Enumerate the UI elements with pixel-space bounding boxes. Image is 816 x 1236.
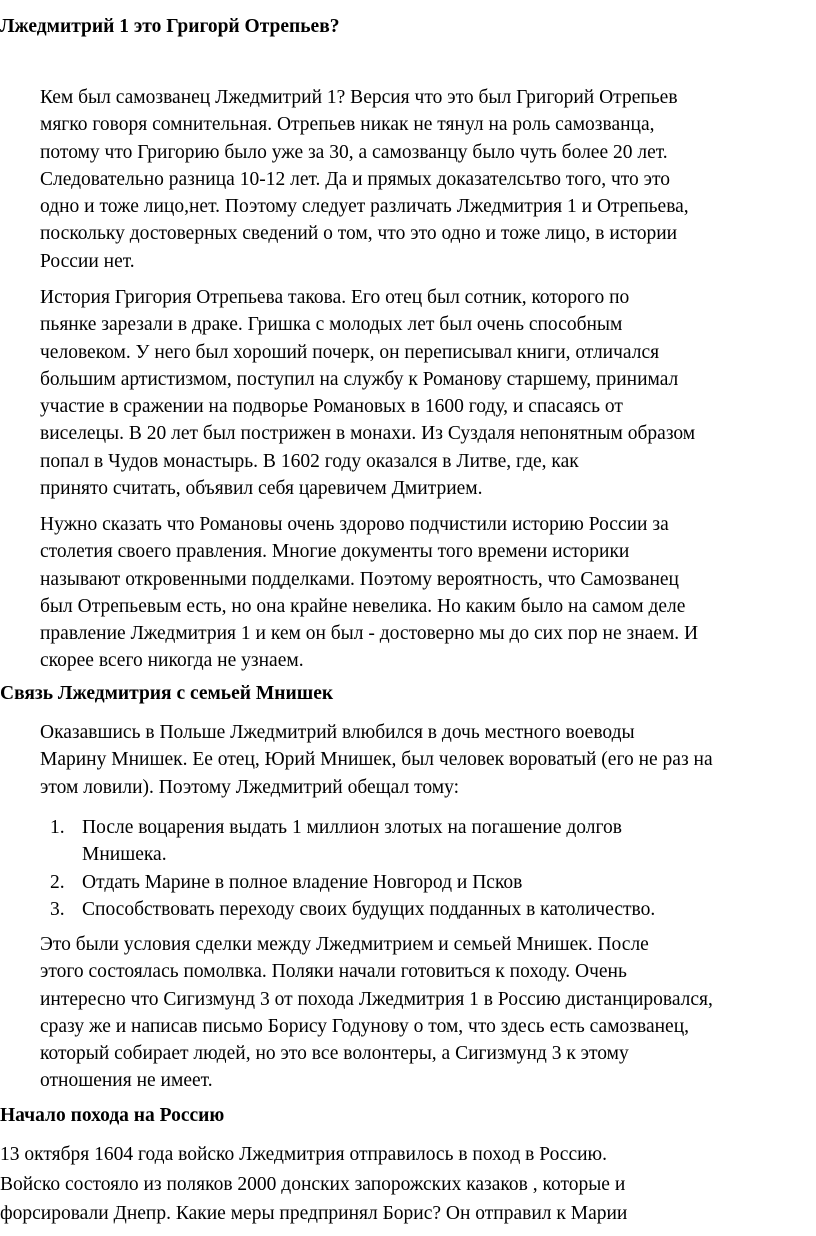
text-line: называют откровенными подделками. Поэтому вероятность, что Самозванец xyxy=(40,568,679,590)
list-number: 1. xyxy=(50,817,65,838)
text-line: большим артистизмом, поступил на службу к Романову старшему, принимал xyxy=(40,368,679,390)
text-line: Кем был самозванец Лжедмитрий 1? Версия что это был Григорий Отрепьев xyxy=(40,87,678,108)
paragraph-3 xyxy=(0,511,812,675)
text-line: отношения не имеет. xyxy=(40,1070,213,1092)
text-line: сразу же и написав письмо Борису Годунову о том, что здесь есть самозванец, xyxy=(40,1015,690,1037)
text-line: виселецы. В 20 лет был пострижен в монахи. Из Суздаля непонятным образом xyxy=(40,423,696,445)
text-line: Следовательно разница 10-12 лет. Да и прямых доказателсьтво того, что это xyxy=(40,168,671,190)
text-line: форсировали Днепр. Какие меры предпринял Борис? Он отправил к Марии xyxy=(0,1203,628,1224)
text-line: пьянке зарезали в драке. Гришка с молодых лет был очень способным xyxy=(40,314,623,336)
text-line: Это были условия сделки между Лжедмитрием и семьей Мнишек. После xyxy=(40,934,649,955)
text-line: попал в Чудов монастырь. В 1602 году оказался в Литве, где, как xyxy=(40,450,579,472)
section-heading-campaign: Начало похода на Россию xyxy=(0,1105,225,1126)
text-line: России нет. xyxy=(40,250,135,272)
list-item xyxy=(0,814,812,869)
text-line: История Григория Отрепьева такова. Его отец был сотник, которого по xyxy=(40,287,630,308)
paragraph-5 xyxy=(0,931,812,1095)
text-line: столетия своего правления. Многие документы того времени историки xyxy=(40,541,630,563)
paragraph-1 xyxy=(0,84,812,275)
text-line: интересно что Сигизмунд 3 от похода Лжедмитрия 1 в Россию дистанцировался, xyxy=(40,988,713,1010)
text-line: потому что Григорию было уже за 30, а самозванцу было чуть более 20 лет. xyxy=(40,141,668,163)
text-line: этом ловили). Поэтому Лжедмитрий обещал тому: xyxy=(40,776,460,798)
paragraph-5-text xyxy=(0,931,812,1095)
text-line: был Отрепьевым есть, но она крайне невелика. Но каким было на самом деле xyxy=(40,595,686,617)
text-line: поскольку достоверных сведений о том, что это одно и тоже лицо, в истории xyxy=(40,223,678,245)
list-number: 3. xyxy=(50,898,65,920)
paragraph-2 xyxy=(0,284,812,502)
text-line: принято считать, объявил себя царевичем Дмитрием. xyxy=(40,478,483,500)
text-line: Оказавшись в Польше Лжедмитрий влюбился в дочь местного воеводы xyxy=(40,722,635,743)
list-item-text: После воцарения выдать 1 миллион злотых на погашение долгов xyxy=(82,817,622,838)
section-heading-mnishek: Связь Лжедмитрия с семьей Мнишек xyxy=(0,683,334,704)
page-title: Лжедмитрий 1 это Григорй Отрепьев? xyxy=(0,16,340,37)
paragraph-6-text xyxy=(0,1140,812,1229)
paragraph-1-text xyxy=(0,84,812,275)
list-item-text: Отдать Марине в полное владение Новгород и Псков xyxy=(82,871,523,893)
paragraph-6 xyxy=(0,1140,812,1229)
text-line: Войско состояло из поляков 2000 донских запорожских казаков , которые и xyxy=(0,1173,626,1195)
text-line: который собирает людей, но это все волонтеры, а Сигизмунд 3 к этому xyxy=(40,1043,629,1065)
paragraph-4-text xyxy=(0,719,812,801)
paragraph-2-text xyxy=(0,284,812,502)
numbered-list xyxy=(0,814,812,923)
text-line: 13 октября 1604 года войско Лжедмитрия отправилось в поход в Россию. xyxy=(0,1144,607,1165)
text-line: участие в сражении на подворье Романовых в 1600 году, и спасаясь от xyxy=(40,396,623,418)
paragraph-4 xyxy=(0,719,812,801)
list-item xyxy=(0,896,812,923)
list-item-text: Способствовать переходу своих будущих подданных в католичество. xyxy=(82,898,656,920)
list-item-text: Мнишека. xyxy=(82,844,167,866)
text-line: Марину Мнишек. Ее отец, Юрий Мнишек, был человек вороватый (его не раз на xyxy=(40,749,713,771)
text-line: мягко говоря сомнительная. Отрепьев никак не тянул на роль самозванца, xyxy=(40,114,655,136)
list-item xyxy=(0,869,812,896)
text-line: этого состоялась помолвка. Поляки начали готовиться к походу. Очень xyxy=(40,961,627,983)
text-line: правление Лжедмитрия 1 и кем он был - достоверно мы до сих пор не знаем. И xyxy=(40,623,699,645)
paragraph-3-text xyxy=(0,511,812,675)
list-number: 2. xyxy=(50,871,65,893)
text-line: скорее всего никогда не узнаем. xyxy=(40,650,304,672)
text-line: одно и тоже лицо,нет. Поэтому следует различать Лжедмитрия 1 и Отрепьева, xyxy=(40,196,689,218)
text-line: человеком. У него был хороший почерк, он переписывал книги, отличался xyxy=(40,341,660,363)
text-line: Нужно сказать что Романовы очень здорово подчистили историю России за xyxy=(40,514,669,535)
